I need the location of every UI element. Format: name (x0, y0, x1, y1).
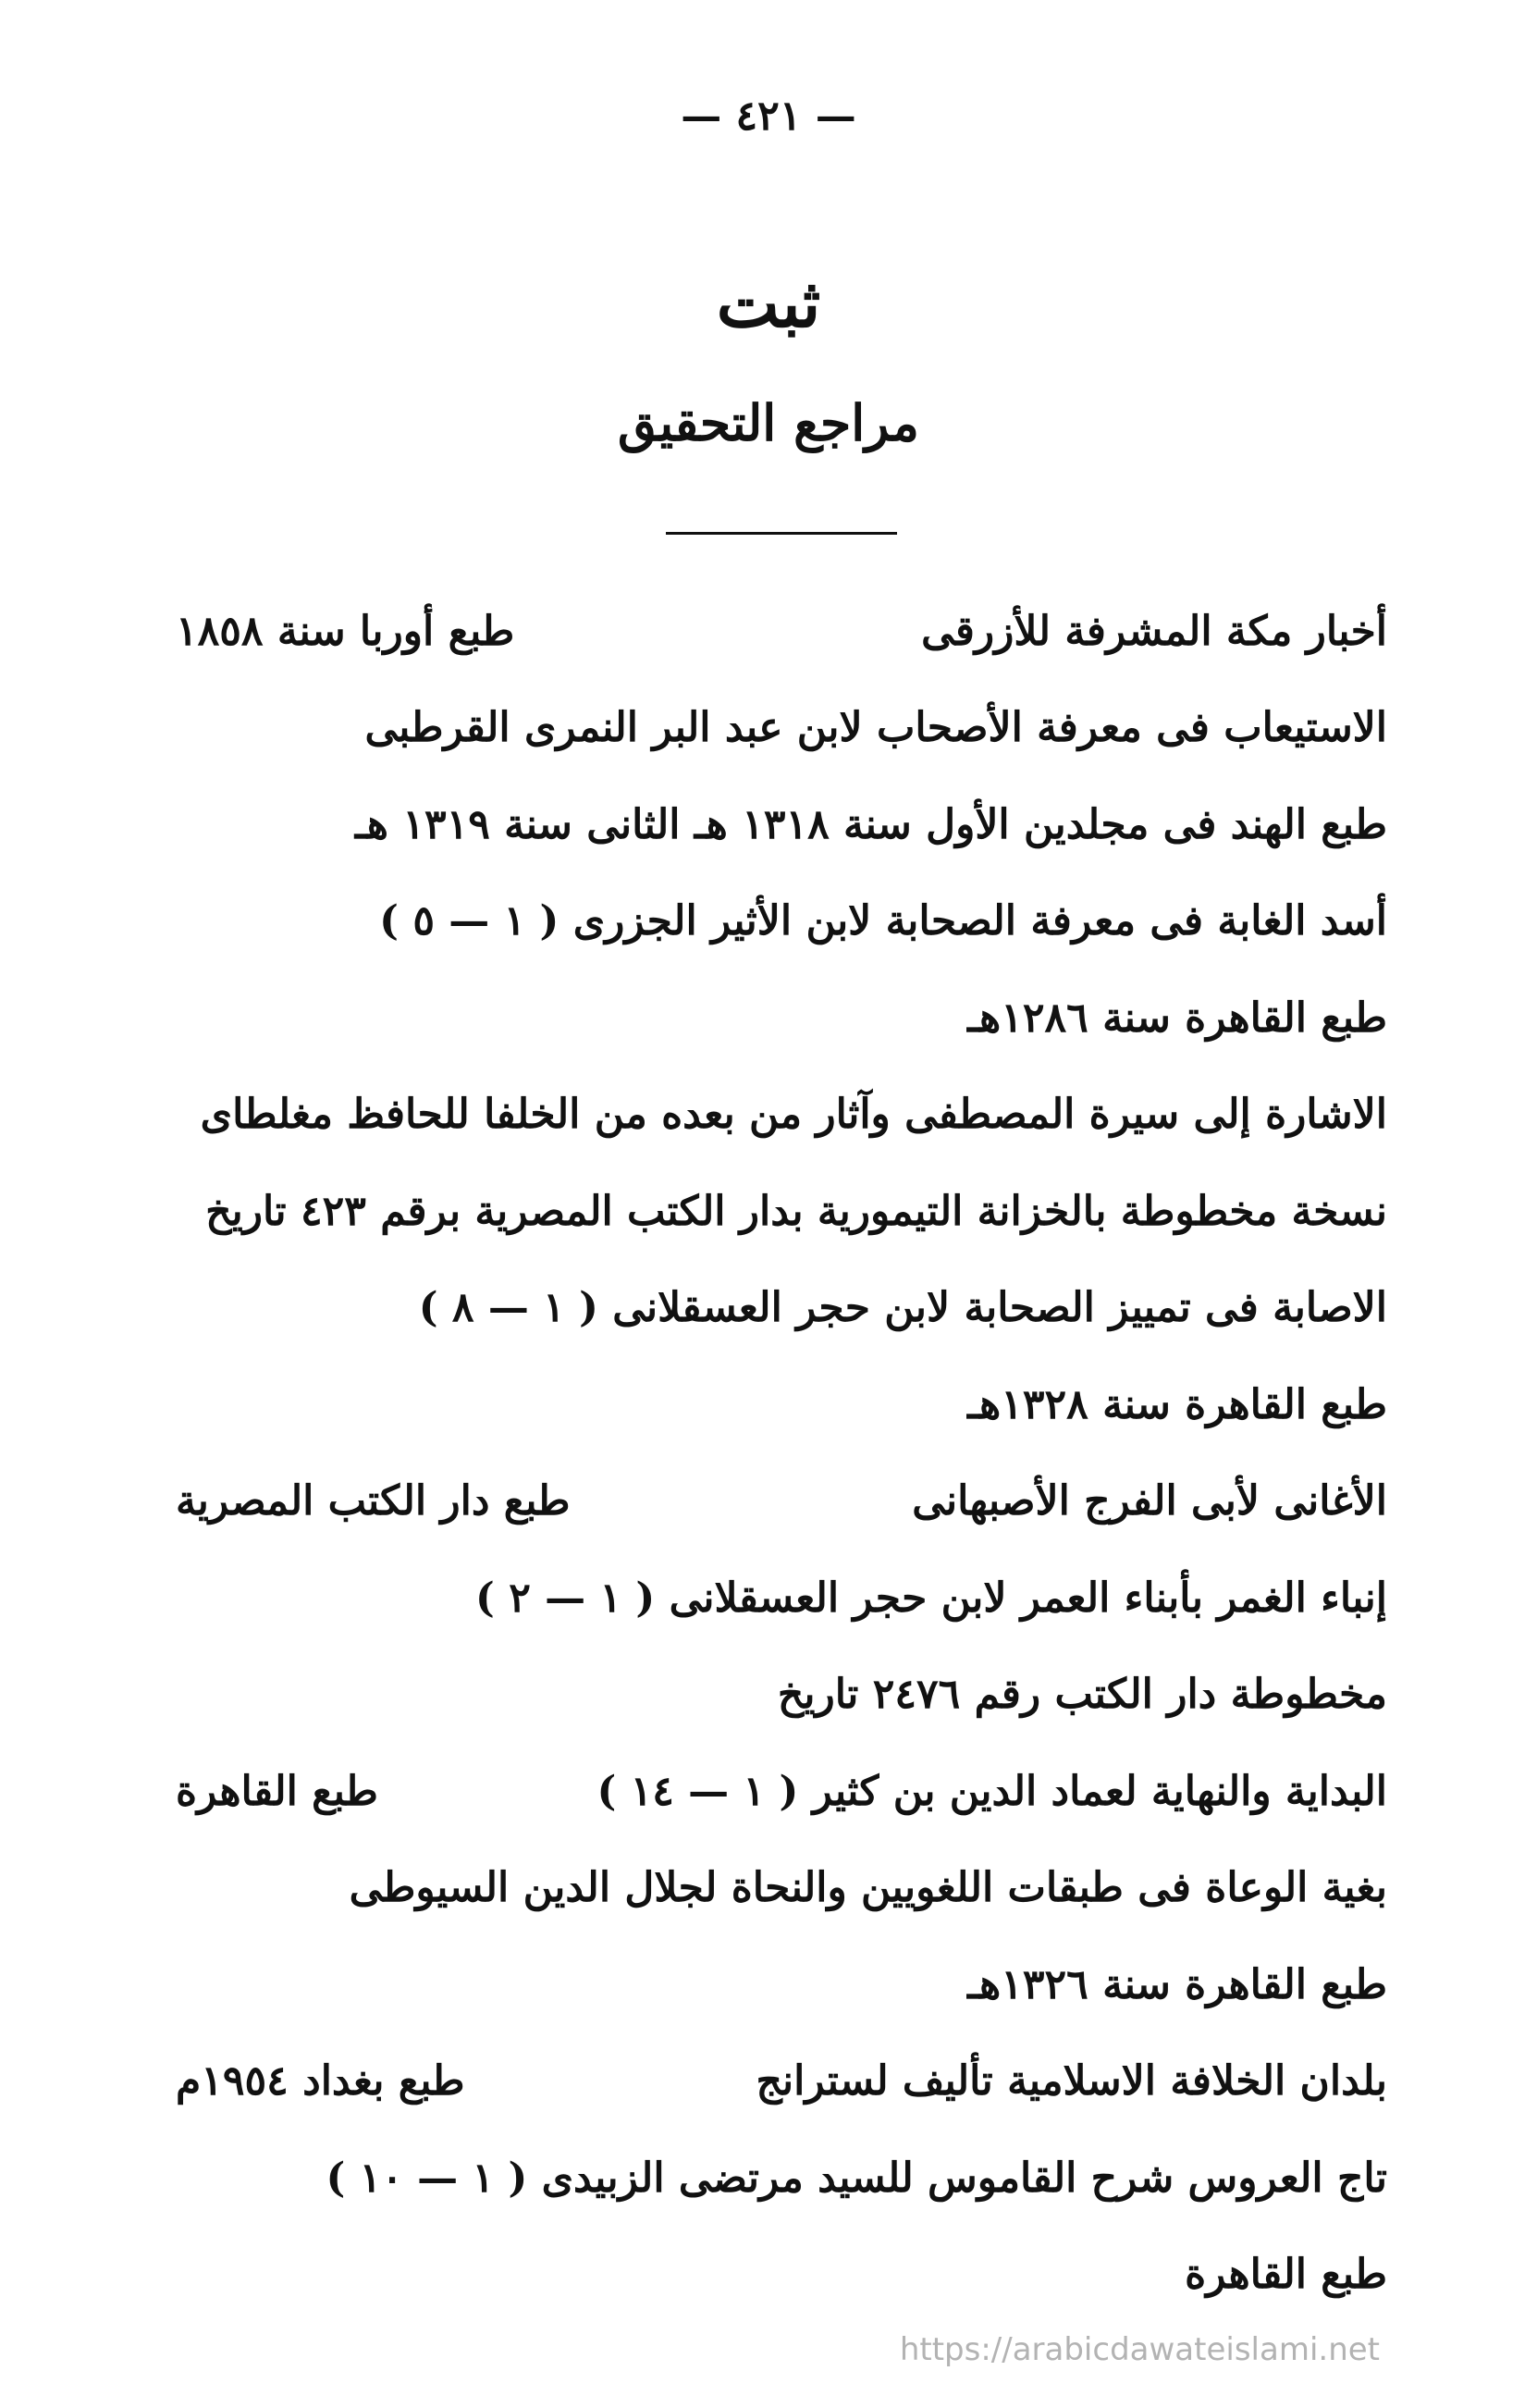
reference-edition: طبع دار الكتب المصرية (176, 1477, 571, 1525)
reference-line (176, 969, 1387, 1067)
reference-text: طبع الهند فى مجلدين الأول سنة ١٣١٨ هـ الثانى سنة ١٣١٩ هـ (354, 800, 1387, 848)
reference-edition: طبع بغداد ١٩٥٤م (176, 2057, 465, 2105)
reference-line (176, 1453, 1387, 1550)
reference-line (176, 1550, 1387, 1647)
reference-line (176, 2227, 1387, 2324)
watermark-url: https://arabicdawateislami.net (899, 2331, 1380, 2368)
reference-line (176, 776, 1387, 873)
reference-edition: طبع أوربا سنة ١٨٥٨ (176, 607, 515, 655)
reference-line (176, 1840, 1387, 1937)
reference-line (176, 1743, 1387, 1840)
reference-text: طبع القاهرة سنة ١٣٢٦هـ (967, 1960, 1387, 2008)
reference-text: الاشارة إلى سيرة المصطفى وآثار من بعده من الخلفا للحافظ مغلطاى (200, 1091, 1387, 1139)
reference-line (176, 1356, 1387, 1453)
reference-line (176, 583, 1387, 680)
reference-text: طبع القاهرة سنة ١٢٨٦هـ (967, 994, 1387, 1042)
reference-line (176, 1936, 1387, 2033)
reference-line (176, 873, 1387, 970)
reference-line (176, 1260, 1387, 1357)
reference-line (176, 2130, 1387, 2227)
page-title: ثبت (716, 264, 821, 342)
reference-text: إنباء الغمر بأبناء العمر لابن حجر العسقلانى ( ١ — ٢ ) (475, 1574, 1387, 1622)
reference-line (176, 680, 1387, 777)
reference-text: طبع القاهرة سنة ١٣٢٨هـ (967, 1380, 1387, 1428)
page-subtitle: مراجع التحقيق (618, 393, 919, 452)
reference-text: الاستيعاب فى معرفة الأصحاب لابن عبد البر النمرى القرطبى (364, 704, 1387, 752)
reference-text: تاج العروس شرح القاموس للسيد مرتضى الزبيدى ( ١ — ١٠ ) (326, 2154, 1387, 2202)
references-list (176, 583, 1387, 2323)
page-number: — ٤٢١ — (681, 93, 856, 140)
reference-text: بلدان الخلافة الاسلامية تأليف لسترانج (756, 2057, 1387, 2105)
reference-line (176, 2033, 1387, 2130)
reference-text: أسد الغابة فى معرفة الصحابة لابن الأثير الجزرى ( ١ — ٥ ) (379, 897, 1387, 945)
reference-edition: طبع القاهرة (176, 1767, 378, 1815)
reference-text: مخطوطة دار الكتب رقم ٢٤٧٦ تاريخ (777, 1671, 1387, 1719)
reference-text: البداية والنهاية لعماد الدين بن كثير ( ١ — ١٤ ) (596, 1767, 1387, 1815)
reference-text: نسخة مخطوطة بالخزانة التيمورية بدار الكتب المصرية برقم ٤٢٣ تاريخ (205, 1187, 1387, 1235)
reference-text: الأغانى لأبى الفرج الأصبهانى (912, 1477, 1387, 1525)
reference-line (176, 1067, 1387, 1164)
reference-line (176, 1647, 1387, 1744)
reference-text: طبع القاهرة (1185, 2251, 1387, 2299)
reference-text: بغية الوعاة فى طبقات اللغويين والنحاة لجلال الدين السيوطى (349, 1864, 1387, 1912)
reference-text: أخبار مكة المشرفة للأزرقى (921, 607, 1387, 655)
reference-line (176, 1163, 1387, 1260)
title-divider (666, 532, 897, 535)
reference-text: الاصابة فى تمييز الصحابة لابن حجر العسقلانى ( ١ — ٨ ) (418, 1284, 1387, 1332)
